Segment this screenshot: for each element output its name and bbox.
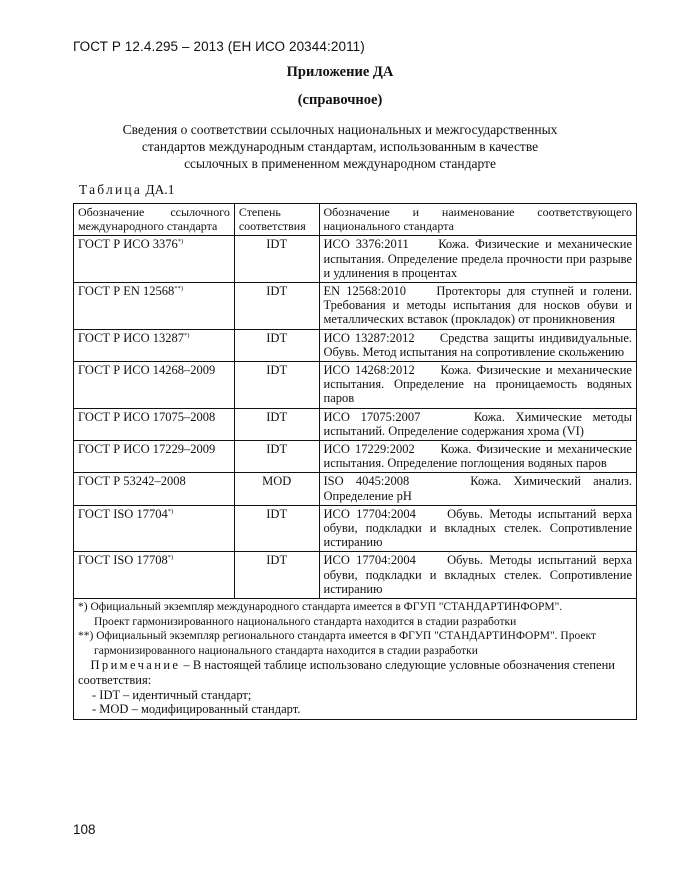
degree-of-correspondence: IDT [234,505,319,552]
national-standard-title: Обувь. Методы испытаний верха обуви, подкладки и вкладных стелек. Сопротивление истиранию [323,506,632,550]
table-row [74,362,637,409]
footnote: *) Официальный экземпляр международного стандарта имеется в ФГУП "СТАНДАРТИНФОРМ". [78,601,563,614]
table-footer-row [74,599,637,720]
column-header-national: Обозначение и наименование соответствующего национального стандарта [319,204,637,236]
note-item: - IDT – идентичный стандарт; [92,687,252,702]
degree-of-correspondence: IDT [234,283,319,330]
degree-of-correspondence: IDT [234,552,319,599]
footnote-continuation: Проект гармонизированного национального стандарта находится в стадии разработки [94,615,517,628]
national-standard-designation: ISO 4045:2008 [323,474,410,489]
international-standard-designation: ГОСТ Р ИСО 3376 [78,237,178,252]
international-standard-designation: ГОСТ Р ИСО 14268–2009 [78,363,216,378]
table-row [74,236,637,283]
table-caption [79,182,174,198]
international-standard-designation: ГОСТ ISO 17704 [78,506,168,521]
row-designation-cell [74,505,235,552]
national-standard-designation: ИСО 17704:2004 [323,553,416,568]
appendix-description [0,121,680,172]
national-standard-cell [319,329,637,361]
degree-of-correspondence: IDT [234,441,319,473]
national-standard-designation: ИСО 14268:2012 [323,363,415,378]
national-standard-cell [319,473,637,505]
national-standard-title: Кожа. Химический анализ. Определение pH [323,474,632,503]
table-caption-number: ДА.1 [145,182,175,197]
national-standard-cell [319,362,637,409]
row-designation-cell [74,283,235,330]
national-standard-cell [319,552,637,599]
note-label: Примечание [90,658,181,673]
table-header-row [74,204,637,236]
row-designation-cell [74,329,235,361]
international-standard-designation: ГОСТ Р ИСО 17075–2008 [78,409,216,424]
table-row [74,441,637,473]
row-designation-cell [74,408,235,440]
national-standard-cell [319,408,637,440]
document-header: ГОСТ Р 12.4.295 – 2013 (ЕН ИСО 20344:2011) [73,39,365,54]
degree-of-correspondence: IDT [234,236,319,283]
national-standard-designation: ИСО 17075:2007 [323,409,421,424]
table-row [74,408,637,440]
national-standard-designation: EN 12568:2010 [323,284,406,299]
national-standard-designation: ИСО 17704:2004 [323,506,416,521]
table-row [74,329,637,361]
international-standard-designation: ГОСТ Р ИСО 17229–2009 [78,442,216,457]
degree-of-correspondence: IDT [234,329,319,361]
international-standard-designation: ГОСТ Р 53242–2008 [78,474,186,489]
international-standard-designation: ГОСТ Р EN 12568 [78,284,175,299]
national-standard-cell [319,505,637,552]
column-header-degree: Степень соответствия [234,204,319,236]
description-line: ссылочных в примененном международном стандарте [184,156,496,171]
table-row [74,283,637,330]
row-designation-cell [74,236,235,283]
correspondence-table [73,203,637,720]
footnote: **) Официальный экземпляр регионального стандарта имеется в ФГУП "СТАНДАРТИНФОРМ". Проект [78,630,596,643]
international-standard-designation: ГОСТ ISO 17708 [78,553,168,568]
page-number: 108 [73,822,96,837]
national-standard-title: Протекторы для ступней и голени. Требования и методы испытания для носков обуви и металлических вставок (прокладок) от проникновения [323,284,633,327]
international-standard-designation: ГОСТ Р ИСО 13287 [78,330,185,345]
description-line: стандартов международным стандартам, использованным в качестве [141,139,539,154]
footnote-mark: **) [174,285,183,293]
national-standard-cell [319,283,637,330]
national-standard-designation: ИСО 17229:2002 [323,442,415,457]
national-standard-cell [319,441,637,473]
note-item: - MOD – модифицированный стандарт. [92,702,301,717]
table-caption-prefix: Таблица [79,182,143,197]
note-text: – В настоящей таблице использовано следующие условные обозначения степени соответствия: [78,658,615,688]
table-row [74,505,637,552]
footnote-mark: *) [167,554,174,562]
appendix-title: Приложение ДА [286,64,394,80]
national-standard-title: Кожа. Физические и механические испытания. Определение поглощения водяных паров [323,442,632,471]
footnote-continuation: гармонизированного национального стандарта находится в стадии разработки [94,644,478,657]
national-standard-designation: ИСО 13287:2012 [323,330,415,345]
row-designation-cell [74,441,235,473]
footnote-mark: *) [184,331,190,339]
degree-of-correspondence: MOD [234,473,319,505]
national-standard-designation: ИСО 3376:2011 [323,237,409,252]
row-designation-cell [74,473,235,505]
national-standard-cell [319,236,637,283]
description-line: Сведения о соответствии ссылочных национальных и межгосударственных [122,122,558,137]
national-standard-title: Обувь. Методы испытаний верха обуви, подкладки и вкладных стелек. Сопротивление истиранию [323,553,632,596]
table-row [74,473,637,505]
degree-of-correspondence: IDT [234,408,319,440]
national-standard-title: Кожа. Физические и механические испытания. Определение на проницаемость водяных паров [323,363,632,406]
degree-of-correspondence: IDT [234,362,319,409]
appendix-type: (справочное) [297,92,383,108]
table-footnotes [74,599,637,720]
row-designation-cell [74,362,235,409]
national-standard-title: Средства защиты индивидуальные. Обувь. Метод испытания на сопротивление скольжению [323,330,632,359]
column-header-international: Обозначение ссылочного международного стандарта [74,204,235,236]
footnote-mark: *) [177,238,184,246]
row-designation-cell [74,552,235,599]
table-note [78,658,632,687]
table-row [74,552,637,599]
footnote-mark: *) [167,507,174,515]
national-standard-title: Кожа. Физические и механические испытания. Определение предела прочности при разрыве и удлинения в процентах [323,237,632,280]
national-standard-title: Кожа. Химические методы испытаний. Определение содержания хрома (VI) [323,409,632,438]
